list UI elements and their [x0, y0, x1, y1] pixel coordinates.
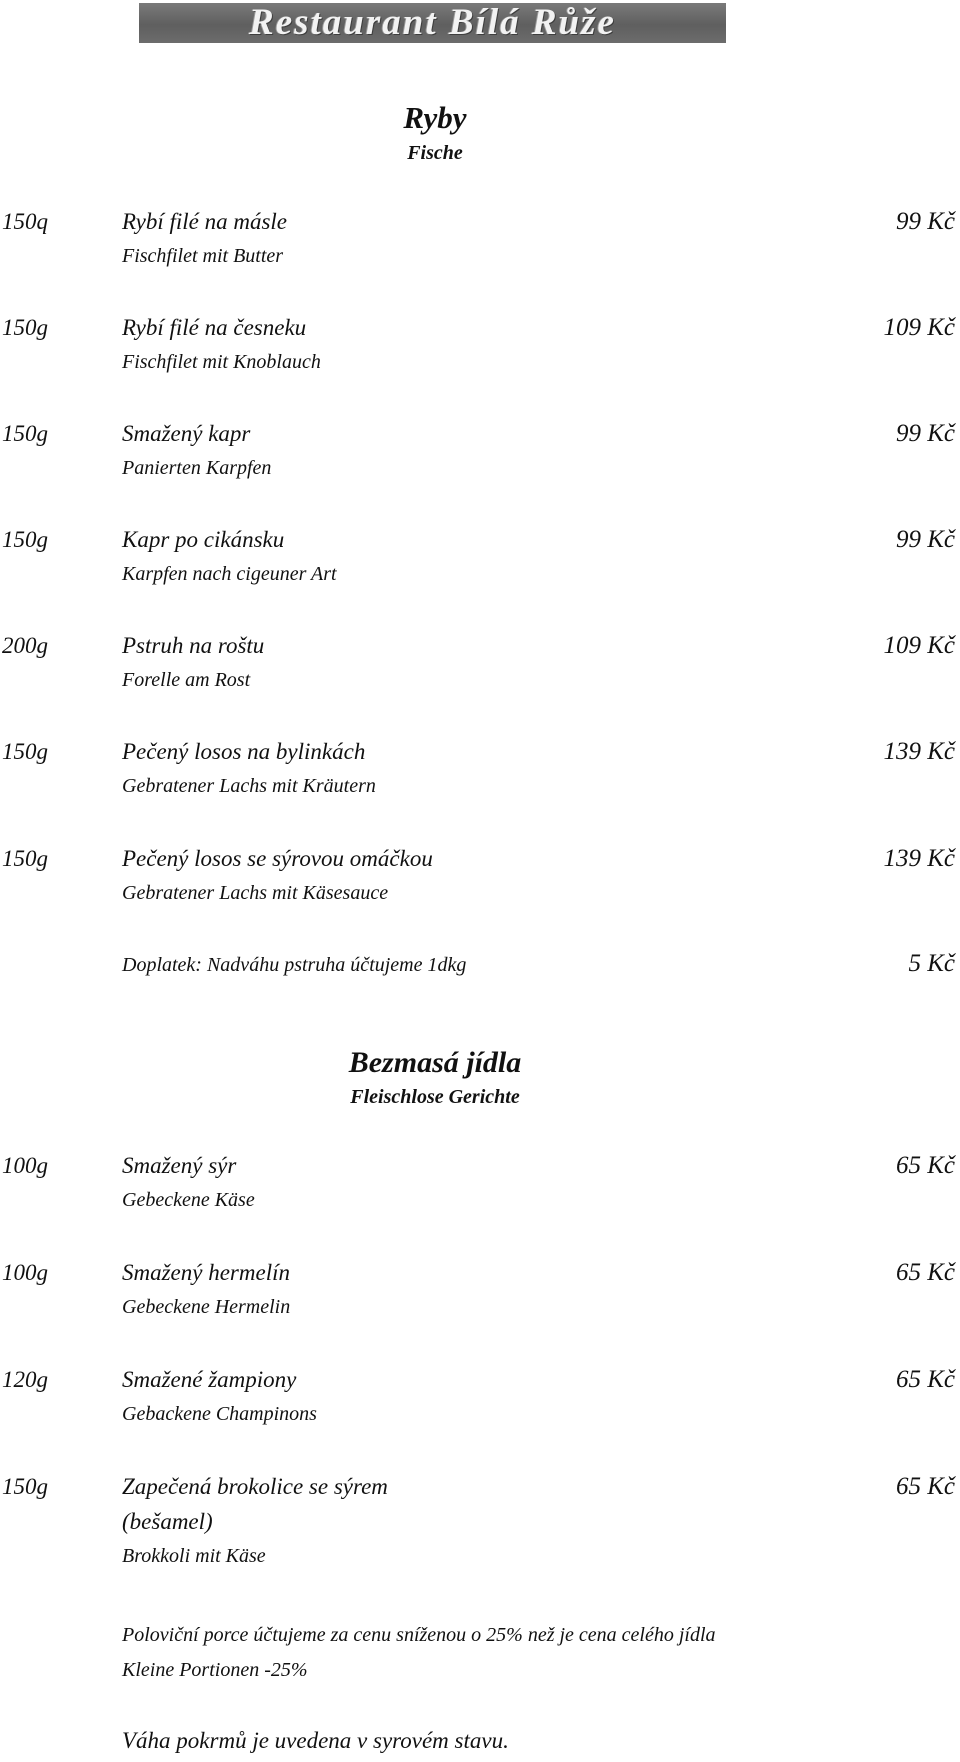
supplement-row [0, 950, 960, 982]
item-weight: 150g [2, 527, 48, 552]
section-subtitle-meatless: Fleischlose Gerichte [350, 1086, 520, 1108]
menu-item [0, 526, 960, 606]
item-name-de: Forelle am Rost [122, 669, 251, 691]
restaurant-logo-text: Restaurant Bílá Růže [249, 3, 616, 43]
supplement-text: Doplatek: Nadváhu pstruha účtujeme 1dkg [122, 954, 467, 976]
menu-item [0, 420, 960, 500]
item-name-de: Fischfilet mit Butter [122, 245, 284, 267]
item-name-de: Gebeckene Hermelin [122, 1296, 291, 1318]
item-name-de: Brokkoli mit Käse [122, 1545, 266, 1567]
item-weight: 150g [2, 421, 48, 446]
item-price: 139 Kč [883, 845, 955, 872]
half-portion-note-cz: Poloviční porce účtujeme za cenu sníženou o 25% než je cena celého jídla [122, 1624, 716, 1646]
item-name-cz: Pečený losos na bylinkách [122, 739, 366, 764]
item-weight: 200g [2, 633, 48, 658]
half-portion-note-de: Kleine Portionen -25% [122, 1659, 308, 1681]
item-name-cz: Smažený kapr [122, 421, 251, 446]
menu-item [0, 1152, 960, 1232]
item-price: 99 Kč [895, 208, 955, 235]
item-name-de: Karpfen nach cigeuner Art [122, 563, 337, 585]
weight-note: Váha pokrmů je uvedena v syrovém stavu. [122, 1728, 509, 1753]
item-name-cz: Pečený losos se sýrovou omáčkou [122, 846, 433, 871]
menu-item [0, 1473, 960, 1583]
item-name-cz: Rybí filé na másle [122, 209, 288, 234]
item-name-cz: Rybí filé na česneku [122, 315, 307, 340]
item-price: 65 Kč [895, 1473, 955, 1500]
menu-item [0, 1366, 960, 1446]
item-name-cz: Smažený hermelín [122, 1260, 290, 1285]
item-price: 65 Kč [895, 1152, 955, 1179]
item-name-cz: Pstruh na roštu [122, 633, 265, 658]
item-price: 99 Kč [895, 526, 955, 553]
item-weight: 120g [2, 1367, 48, 1392]
item-price: 65 Kč [895, 1366, 955, 1393]
menu-item [0, 314, 960, 394]
menu-item [0, 1259, 960, 1339]
menu-item [0, 845, 960, 925]
item-name-cz-line2: (bešamel) [122, 1509, 213, 1534]
item-weight: 150g [2, 739, 48, 764]
item-name-de: Panierten Karpfen [122, 457, 272, 479]
item-name-de: Gebratener Lachs mit Käsesauce [122, 882, 389, 904]
item-price: 65 Kč [895, 1259, 955, 1286]
restaurant-logo-banner [139, 3, 726, 43]
item-price: 109 Kč [883, 632, 955, 659]
item-name-de: Fischfilet mit Knoblauch [122, 351, 321, 373]
section-subtitle-fish: Fische [407, 142, 463, 164]
item-name-cz: Zapečená brokolice se sýrem [122, 1474, 388, 1499]
menu-item [0, 738, 960, 818]
item-weight: 150q [2, 209, 48, 234]
item-weight: 150g [2, 846, 48, 871]
section-title-meatless: Bezmasá jídla [348, 1046, 522, 1079]
item-price: 139 Kč [883, 738, 955, 765]
item-weight: 150g [2, 315, 48, 340]
item-weight: 150g [2, 1474, 48, 1499]
item-weight: 100g [2, 1260, 48, 1285]
item-price: 99 Kč [895, 420, 955, 447]
item-name-cz: Smažený sýr [122, 1153, 237, 1178]
item-price: 109 Kč [883, 314, 955, 341]
item-name-de: Gebackene Champinons [122, 1403, 317, 1425]
menu-item [0, 632, 960, 712]
item-name-cz: Smažené žampiony [122, 1367, 297, 1392]
item-weight: 100g [2, 1153, 48, 1178]
supplement-price: 5 Kč [908, 950, 955, 977]
menu-item [0, 208, 960, 288]
item-name-de: Gebeckene Käse [122, 1189, 255, 1211]
item-name-de: Gebratener Lachs mit Kräutern [122, 775, 376, 797]
item-name-cz: Kapr po cikánsku [122, 527, 285, 552]
section-title-fish: Ryby [403, 100, 467, 135]
